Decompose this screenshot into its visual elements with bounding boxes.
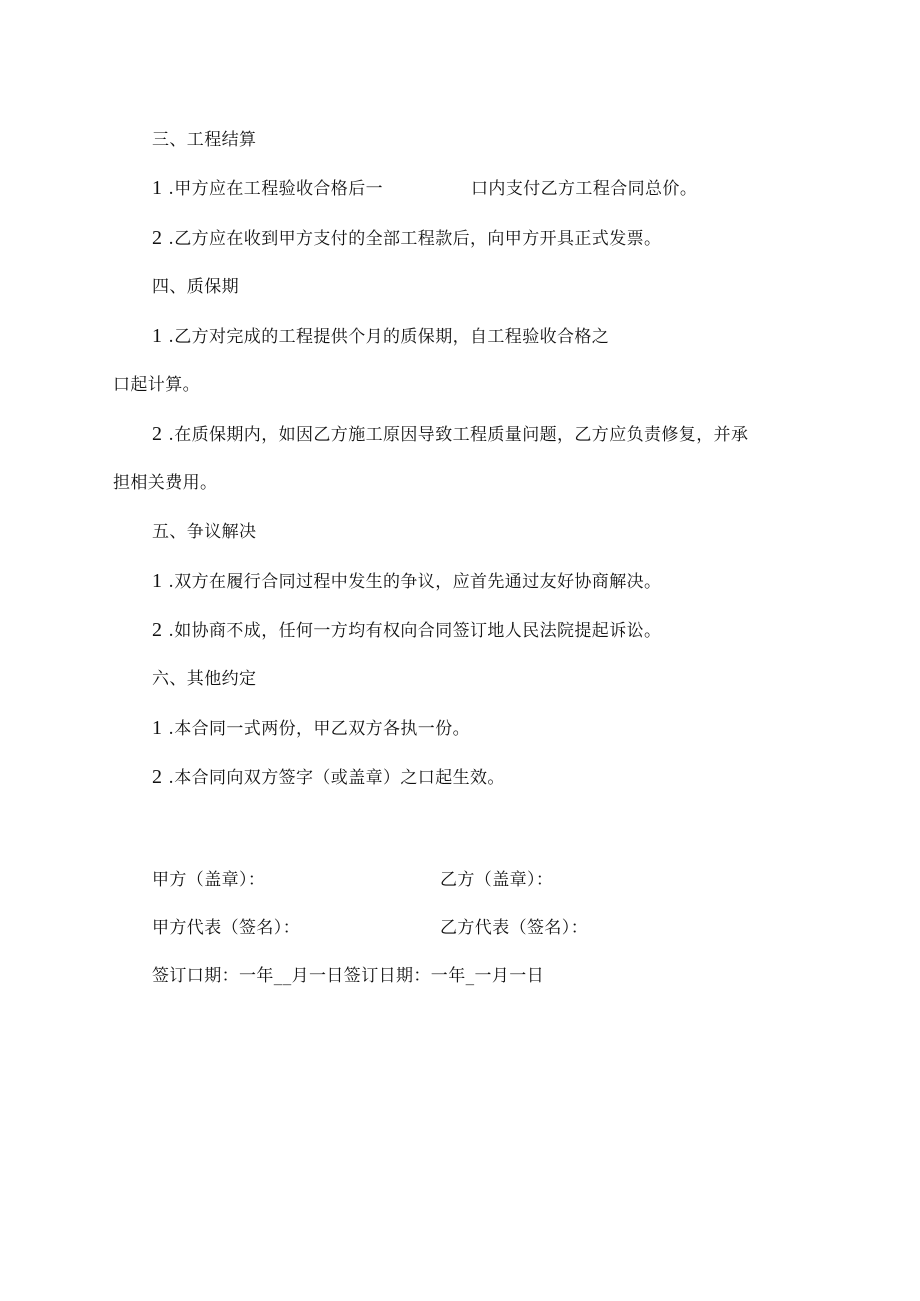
section-4-item-1 bbox=[152, 324, 609, 349]
section-6-heading: 六、其他约定 bbox=[152, 669, 257, 689]
item-text: .如协商不成，任何一方均有权向合同签订地人民法院提起诉讼。 bbox=[168, 621, 662, 641]
party-b-rep-label: 乙方代表（签名）： bbox=[440, 918, 589, 938]
item-text: .本合同一式两份，甲乙双方各执一份。 bbox=[168, 719, 471, 739]
party-b-seal-label: 乙方（盖章）： bbox=[440, 870, 554, 890]
section-4-item-1-continuation: 口起计算。 bbox=[113, 375, 200, 395]
party-a-seal-label: 甲方（盖章）： bbox=[152, 870, 266, 890]
item-text-part-b: 口内支付乙方工程合同总价。 bbox=[471, 179, 698, 199]
item-text: .双方在履行合同过程中发生的争议，应首先通过友好协商解决。 bbox=[168, 572, 662, 592]
signing-dates-line: 签订口期：一年__月一日签订日期：一年_一月一日 bbox=[152, 966, 545, 986]
section-3-heading: 三、工程结算 bbox=[152, 130, 257, 150]
section-5-heading: 五、争议解决 bbox=[152, 522, 257, 542]
section-4-item-2 bbox=[152, 422, 748, 447]
item-number: 1 bbox=[152, 325, 163, 347]
item-text: .乙方应在收到甲方支付的全部工程款后，向甲方开具正式发票。 bbox=[168, 229, 662, 249]
section-4-item-2-continuation: 担相关费用。 bbox=[113, 473, 218, 493]
item-text: .在质保期内，如因乙方施工原因导致工程质量问题，乙方应负责修复，并承 bbox=[168, 425, 749, 445]
section-6-item-1 bbox=[152, 716, 470, 741]
item-number: 1 bbox=[152, 177, 163, 199]
section-6-item-2 bbox=[152, 765, 505, 790]
item-text: .本合同向双方签字（或盖章）之口起生效。 bbox=[168, 768, 505, 788]
item-number: 1 bbox=[152, 570, 163, 592]
item-number: 2 bbox=[152, 766, 163, 788]
section-3-item-2 bbox=[152, 226, 661, 251]
item-text-part-a: .甲方应在工程验收合格后一 bbox=[168, 179, 384, 199]
section-5-item-1 bbox=[152, 569, 661, 594]
section-5-item-2 bbox=[152, 618, 661, 643]
item-number: 2 bbox=[152, 423, 163, 445]
item-number: 2 bbox=[152, 227, 163, 249]
party-a-rep-label: 甲方代表（签名）： bbox=[152, 918, 301, 938]
item-text: .乙方对完成的工程提供个月的质保期，自工程验收合格之 bbox=[168, 327, 610, 347]
item-number: 2 bbox=[152, 619, 163, 641]
section-3-item-1 bbox=[152, 176, 697, 201]
section-4-heading: 四、质保期 bbox=[152, 277, 239, 297]
item-number: 1 bbox=[152, 717, 163, 739]
